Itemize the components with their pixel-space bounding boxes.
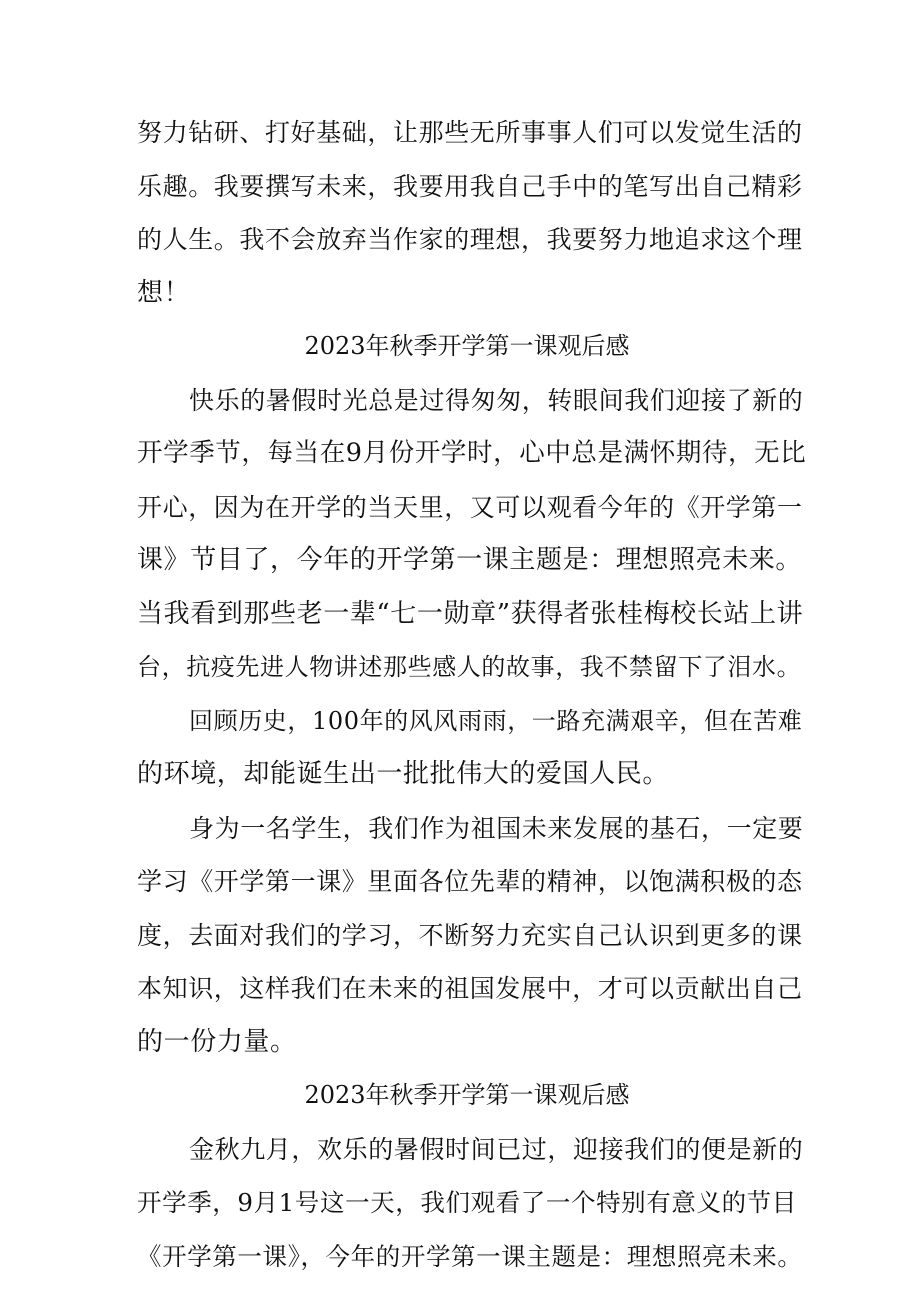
paragraph-line: 乐趣。我要撰写未来，我要用我自己手中的笔写出自己精彩 [137, 171, 803, 201]
paragraph-line: 的人生。我不会放弃当作家的理想，我要努力地追求这个理 [137, 225, 803, 254]
paragraph-line: 努力钻研、打好基础，让那些无所事事人们可以发觉生活的 [137, 118, 803, 147]
paragraph-line: 回顾历史，100年的风风雨雨，一路充满艰辛，但在苦难 [189, 706, 803, 735]
paragraph-line: 台，抗疫先进人物讲述那些感人的故事，我不禁留下了泪水。 [137, 653, 802, 681]
paragraph-line: 度，去面对我们的学习，不断努力充实自己认识到更多的课 [137, 920, 803, 950]
paragraph-line: 本知识，这样我们在未来的祖国发展中，才可以贡献出自己 [137, 974, 803, 1003]
paragraph-line: 开学季节，每当在9月份开学时，心中总是满怀期待，无比 [137, 438, 807, 468]
section-title: 2023年秋季开学第一课观后感 [304, 1081, 630, 1109]
paragraph-line: 快乐的暑假时光总是过得匆匆，转眼间我们迎接了新的 [189, 385, 804, 415]
paragraph-line: 的环境，却能诞生出一批批伟大的爱国人民。 [137, 759, 670, 789]
paragraph-line: 学习《开学第一课》里面各位先辈的精神，以饱满积极的态 [137, 867, 803, 896]
paragraph-line: 金秋九月，欢乐的暑假时间已过，迎接我们的便是新的 [189, 1134, 804, 1164]
paragraph-line: 开学季，9月1号这一天，我们观看了一个特别有意义的节目 [137, 1188, 797, 1217]
document-body [137, 106, 807, 1283]
paragraph-line: 当我看到那些老一辈“七一勋章”获得者张桂梅校长站上讲 [137, 598, 804, 629]
paragraph-line: 开心，因为在开学的当天里，又可以观看今年的《开学第一 [137, 492, 803, 522]
paragraph-line: 课》节目了，今年的开学第一课主题是：理想照亮未来。 [137, 545, 803, 575]
section-title: 2023年秋季开学第一课观后感 [304, 332, 630, 360]
paragraph-line: 身为一名学生，我们作为祖国未来发展的基石，一定要 [189, 813, 804, 843]
paragraph-line: 的一份力量。 [137, 1026, 297, 1057]
paragraph-line: 《开学第一课》，今年的开学第一课主题是：理想照亮未来。 [137, 1241, 803, 1271]
paragraph-line: 想！ [137, 277, 191, 308]
